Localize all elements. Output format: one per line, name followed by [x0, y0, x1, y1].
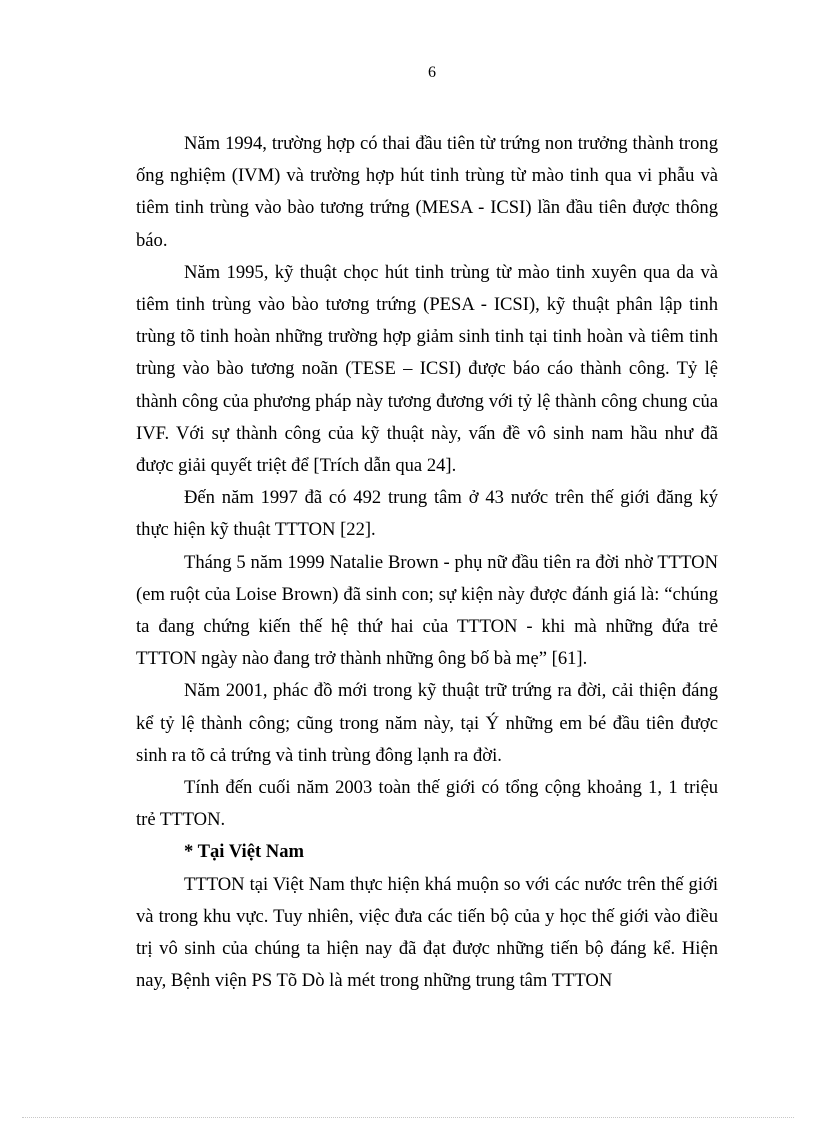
paragraph-1995: Năm 1995, kỹ thuật chọc hút tinh trùng từ mào tinh xuyên qua da và tiêm tinh trùng vào bào tương trứng (PESA - ICSI), kỹ thuật phân lập tinh trùng tõ tinh hoàn những trường hợp giảm sinh tinh tại tinh hoàn và tiêm tinh trùng vào bào tương noãn (TESE – ICSI) được báo cáo thành công. Tỷ lệ thành công của phương pháp này tương đương với tỷ lệ thành công chung của IVF. Với sự thành công của kỹ thuật này, vấn đề vô sinh nam hầu như đã được giải quyết triệt để [Trích dẫn qua 24].	[136, 261, 718, 477]
paragraph-1997: Đến năm 1997 đã có 492 trung tâm ở 43 nước trên thế giới đăng ký thực hiện kỹ thuật TTTON [22].	[136, 487, 718, 541]
paragraph-vietnam: TTTON tại Việt Nam thực hiện khá muộn so với các nước trên thế giới và trong khu vực. Tuy nhiên, việc đưa các tiến bộ của y học thế giới vào điều trị vô sinh của chúng ta hiện nay đã đạt được những tiến bộ đáng kể. Hiện nay, Bệnh viện PS Tõ Dò là mét trong những trung tâm TTTON	[136, 873, 718, 992]
section-heading: * Tại Việt Nam	[184, 841, 304, 863]
page-bottom-divider	[22, 1117, 794, 1118]
paragraph-1999: Tháng 5 năm 1999 Natalie Brown - phụ nữ đầu tiên ra đời nhờ TTTON (em ruột của Loise Brown) đã sinh con; sự kiện này được đánh giá là: “chúng ta đang chứng kiến thế hệ thứ hai của TTTON - khi mà những đứa trẻ TTTON ngày nào đang trở thành những ông bố bà mẹ” [61].	[136, 551, 718, 670]
page-number: 6	[428, 64, 436, 81]
paragraph-2001: Năm 2001, phác đồ mới trong kỹ thuật trữ trứng ra đời, cải thiện đáng kể tỷ lệ thành công; cũng trong năm này, tại Ý những em bé đầu tiên được sinh ra tõ cả trứng và tinh trùng đông lạnh ra đời.	[136, 680, 718, 766]
paragraph-1994: Năm 1994, trường hợp có thai đầu tiên từ trứng non trưởng thành trong ống nghiệm (IVM) và trường hợp hút tinh trùng từ mào tinh qua vi phẫu và tiêm tinh trùng vào bào tương trứng (MESA - ICSI) lần đầu tiên được thông báo.	[136, 133, 718, 251]
paragraph-2003: Tính đến cuối năm 2003 toàn thế giới có tổng cộng khoảng 1, 1 triệu trẻ TTTON.	[136, 777, 718, 831]
document-body	[136, 128, 718, 997]
